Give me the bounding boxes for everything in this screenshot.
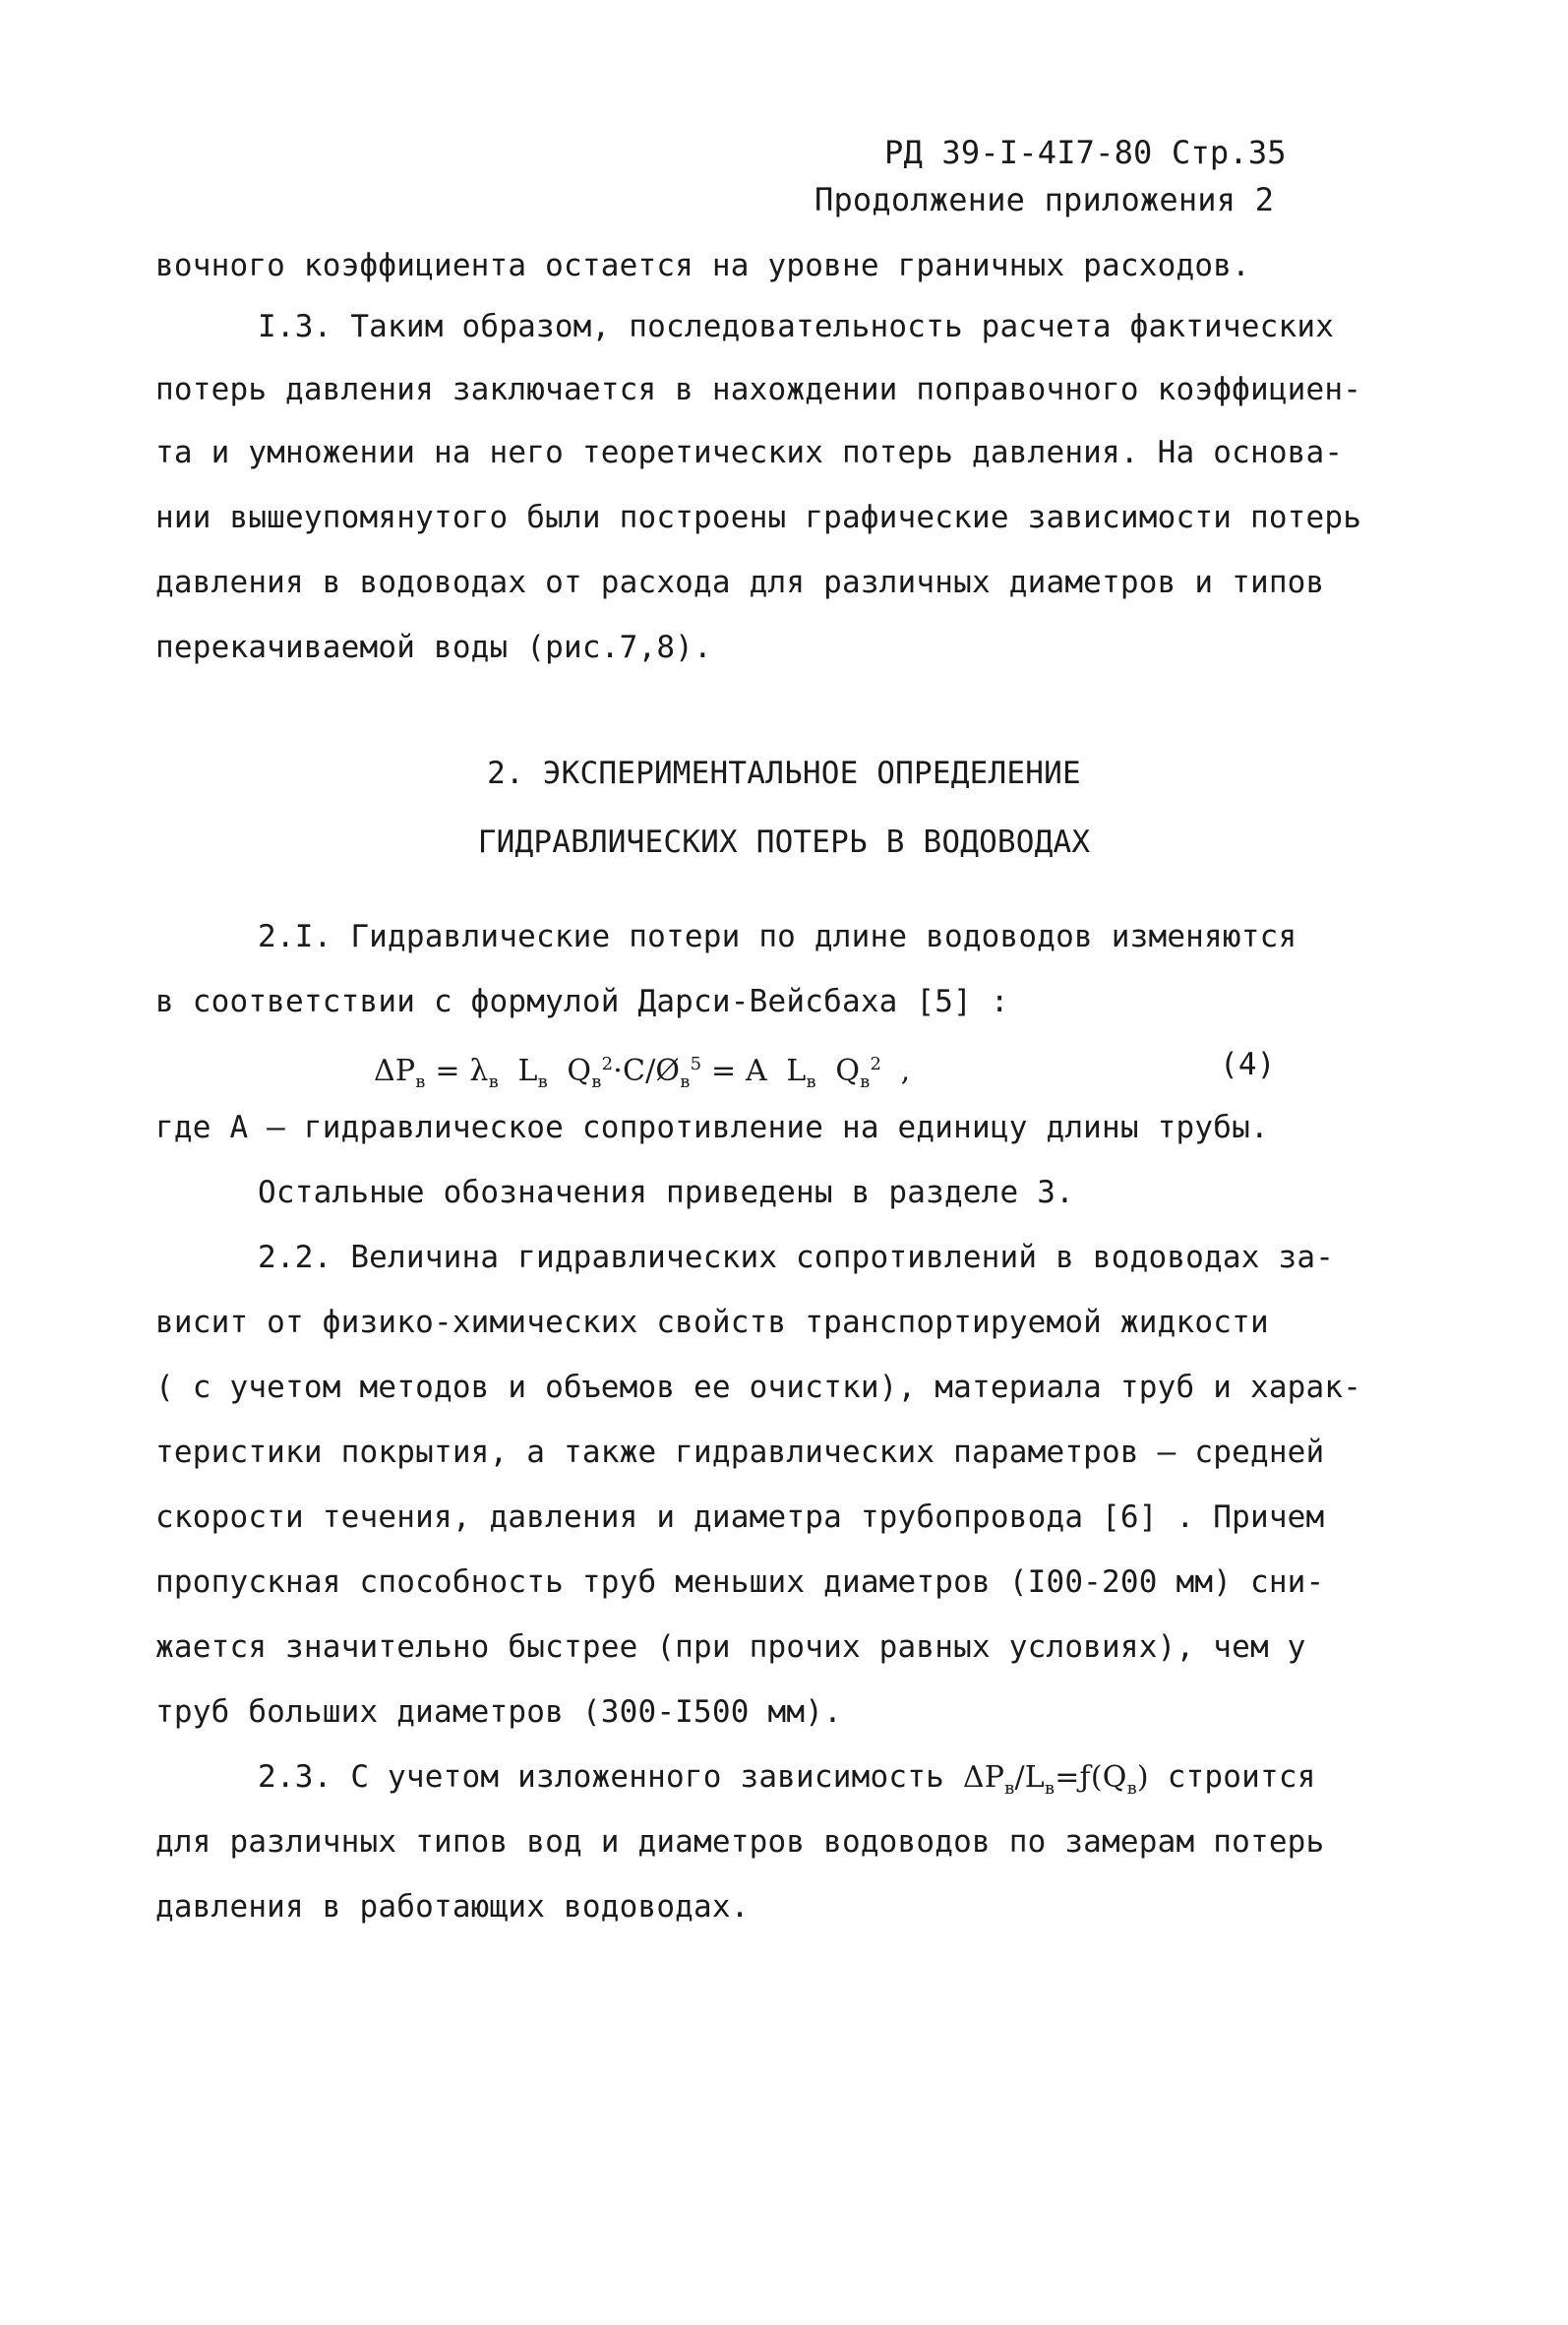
text-line: ( с учетом методов и объемов ее очистки), материала труб и харак- <box>155 1370 1362 1405</box>
text-span: строится <box>1167 1759 1316 1795</box>
text-line <box>258 1757 1316 1808</box>
formula-number: (4) <box>1220 1047 1276 1082</box>
text-line: потерь давления заключается в нахождении поправочного коэффициен- <box>155 372 1362 407</box>
text-line: Остальные обозначения приведены в разделе 3. <box>258 1175 1074 1210</box>
doc-code: РД 39-I-4I7-80 Стр.35 <box>884 134 1287 171</box>
text-line: давления в работающих водоводах. <box>155 1889 750 1925</box>
text-line: висит от физико-химических свойств транспортируемой жидкости <box>155 1305 1269 1340</box>
text-line: вочного коэффициента остается на уровне граничных расходов. <box>155 248 1250 283</box>
text-line: давления в водоводах от расхода для различных диаметров и типов <box>155 565 1325 600</box>
text-line: нии вышеупомянутого были построены графические зависимости потерь <box>155 500 1362 535</box>
formula-darcy-weisbach: $\Delta P_в = \lambda_в$ $L_в$ $Q_в^2\cdot C/Ø_в^5 = A$ $L_в$ $Q_в^2$ , <box>374 1054 911 1092</box>
text-line: перекачиваемой воды (рис.7,8). <box>155 630 712 665</box>
text-line: та и умножении на него теоретических потерь давления. На основа- <box>155 435 1344 470</box>
text-line: теристики покрытия, а также гидравлических параметров – средней <box>155 1435 1325 1470</box>
text-line: I.3. Таким образом, последовательность расчета фактических <box>258 309 1335 344</box>
text-line: пропускная способность труб меньших диаметров (I00-200 мм) сни- <box>155 1564 1325 1600</box>
text-line: жается значительно быстрее (при прочих равных условиях), чем у <box>155 1629 1306 1665</box>
text-line: 2.I. Гидравлические потери по длине водоводов изменяются <box>258 919 1297 954</box>
text-line: 2.2. Величина гидравлических сопротивлений в водоводах за- <box>258 1240 1335 1275</box>
formula-inline: $\Delta P_в/L_в=ƒ(Q_в)$ <box>962 1760 1149 1799</box>
text-line: для различных типов вод и диаметров водоводов по замерам потерь <box>155 1824 1325 1860</box>
appendix-continuation: Продолжение приложения 2 <box>814 181 1275 218</box>
section-title: 2. ЭКСПЕРИМЕНТАЛЬНОЕ ОПРЕДЕЛЕНИЕ <box>487 756 1081 791</box>
text-line: где А – гидравлическое сопротивление на единицу длины трубы. <box>155 1110 1269 1145</box>
text-span: 2.3. С учетом изложенного зависимость <box>258 1759 944 1795</box>
section-title: ГИДРАВЛИЧЕСКИХ ПОТЕРЬ В ВОДОВОДАХ <box>477 825 1091 860</box>
text-line: труб больших диаметров (300-I500 мм). <box>155 1694 842 1730</box>
text-line: скорости течения, давления и диаметра трубопровода [6] . Причем <box>155 1499 1325 1535</box>
text-line: в соответствии с формулой Дарси-Вейсбаха [5] : <box>155 984 1009 1019</box>
